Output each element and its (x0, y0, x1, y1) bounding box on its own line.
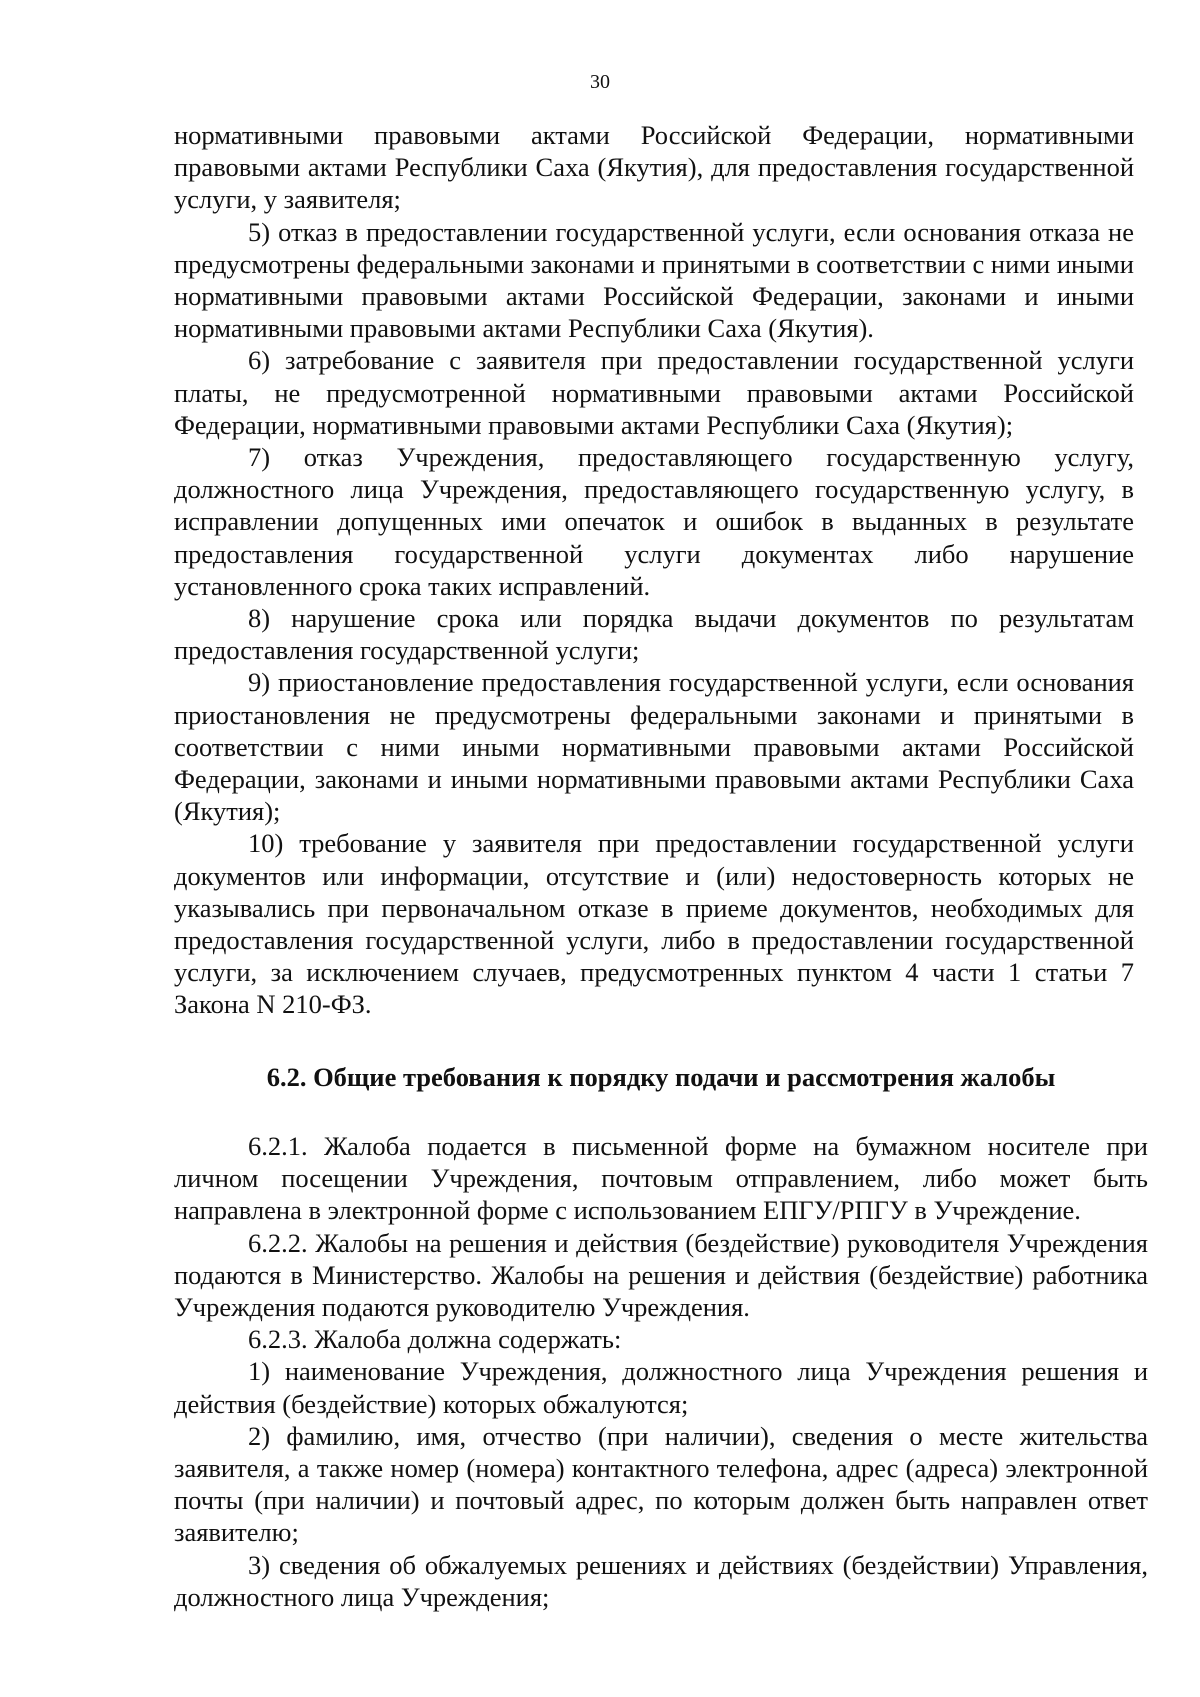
paragraph-continuation: нормативными правовыми актами Российской Федерации, нормативными правовыми актами Республики Саха (Якутия), для предоставления государственной услуги, у заявителя; (174, 120, 1134, 215)
page-number: 30 (590, 71, 610, 93)
paragraph-item-6: 6) затребование с заявителя при предоставлении государственной услуги платы, не предусмотренной нормативными правовыми актами Российской Федерации, нормативными правовыми актами Республики Саха (Якутия); (174, 345, 1134, 440)
paragraph-item-9: 9) приостановление предоставления государственной услуги, если основания приостановления не предусмотрены федеральными законами и принятыми в соответствии с ними иными нормативными правовыми актами Российской Федерации, законами и иными нормативными правовыми актами Республики Саха (Якутия); (174, 667, 1134, 827)
bottom-text-block (174, 1130, 1148, 1613)
paragraph-6-2-2: 6.2.2. Жалобы на решения и действия (бездействие) руководителя Учреждения подаются в Министерство. Жалобы на решения и действия (бездействие) работника Учреждения подаются руководителю Учреждения. (174, 1227, 1148, 1323)
paragraph-item-8: 8) нарушение срока или порядка выдачи документов по результатам предоставления государственной услуги; (174, 603, 1134, 666)
paragraph-complaint-item-2: 2) фамилию, имя, отчество (при наличии), сведения о месте жительства заявителя, а также номер (номера) контактного телефона, адрес (адреса) электронной почты (при наличии) и почтовый адрес, по которым должен быть направлен ответ заявителю; (174, 1420, 1148, 1548)
paragraph-complaint-item-1: 1) наименование Учреждения, должностного лица Учреждения решения и действия (бездействие) которых обжалуются; (174, 1356, 1148, 1419)
paragraph-item-7: 7) отказ Учреждения, предоставляющего государственную услугу, должностного лица Учреждения, предоставляющего государственную услугу, в исправлении допущенных ими опечаток и ошибок в выданных в результате предоставления государственной услуги документах либо нарушение установленного срока таких исправлений. (174, 442, 1134, 601)
section-heading: 6.2. Общие требования к порядку подачи и рассмотрения жалобы (266, 1062, 1056, 1092)
paragraph-item-5: 5) отказ в предоставлении государственной услуги, если основания отказа не предусмотрены федеральными законами и принятыми в соответствии с ними иными нормативными правовыми актами Российской Федерации, законами и иными нормативными правовыми актами Республики Саха (Якутия). (174, 216, 1134, 344)
paragraph-6-2-1: 6.2.1. Жалоба подается в письменной форме на бумажном носителе при личном посещении Учреждения, почтовым отправлением, либо может быть направлена в электронной форме с использованием ЕПГУ/РПГУ в Учреждение. (174, 1131, 1148, 1226)
paragraph-6-2-3: 6.2.3. Жалоба должна содержать: (248, 1324, 622, 1355)
paragraph-item-10: 10) требование у заявителя при предоставлении государственной услуги документов или информации, отсутствие и (или) недостоверность которых не указывались при первоначальном отказе в приеме документов, необходимых для предоставления государственной услуги, либо в предоставлении государственной услуги, за исключением случаев, предусмотренных пунктом 4 части 1 статьи 7 Закона N 210-ФЗ. (174, 828, 1134, 1020)
paragraph-complaint-item-3: 3) сведения об обжалуемых решениях и действиях (бездействии) Управления, должностного лица Учреждения; (174, 1549, 1148, 1612)
top-text-block (174, 119, 1134, 1021)
